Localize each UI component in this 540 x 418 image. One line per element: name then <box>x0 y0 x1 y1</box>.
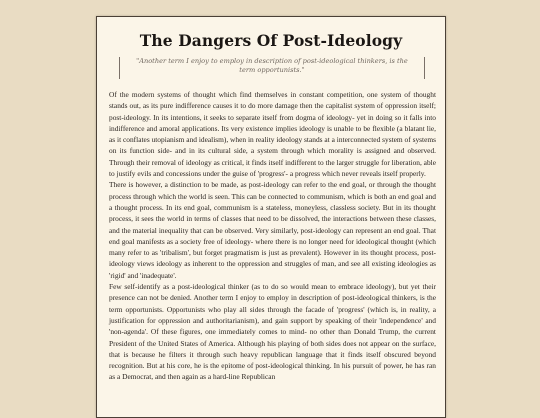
article-body <box>109 89 436 383</box>
article-title: The Dangers Of Post-Ideology <box>139 31 403 50</box>
paragraph: Few self-identify as a post-ideological thinker (as to do so would mean to embrace ideology), but yet their presence can not be denied. Another term I enjoy to employ in description of post-ideological thinkers, is the term opportunists. Opportunists who play all sides through the facade of 'progress' (which is, in reality, a justification for oppression and authoritarianism), and gain support by speaking of their 'independence' and 'non-agenda'. Of these figures, one immediately comes to mind- no other than Donald Trump, the current President of the United States of America. Although his playing of both sides does not appear on the surface, that is because he filters it through such heavy republican language that it finds itself obscured beyond recognition. But at his core, he is the epitome of post-ideological thinking. In his pursuit of power, he has ran as a Democrat, and then again as a hard-line Republican <box>109 282 436 382</box>
paragraph: There is however, a distinction to be made, as post-ideology can refer to the end goal, or through the thought process through which the world is seen. This can be connected to communism, which is both an end goal and a thought process. In its end goal, communism is a stateless, moneyless, classless society. But in its thought process, it sees the world in terms of classes that need to be dissolved, the interactions between these classes, and the material inequality that can be observed. Very similarly, post-ideology can represent an end goal. That end goal manifests as a society free of ideology- where there is no longer need for ideological thought (which many refer to as 'tribalism', but forget pragmatism is just as prevalent). However in its thought process, post-ideology views ideology as inherent to the oppression and struggles of man, and see all existing ideologies as 'rigid' and 'inadequate'. <box>109 180 436 280</box>
article-page <box>96 16 446 418</box>
pull-quote: "Another term I enjoy to employ in description of post-ideological thinkers, is the term opportunists." <box>119 57 425 79</box>
paragraph: Of the modern systems of thought which find themselves in constant competition, one system of thought stands out, as its pure indifference causes it to do more damage then the capitalist system of oppression itself; post-ideology. In its intentions, it seeks to separate itself from dogma of ideology- yet in doing so it falls into indifference and amoral applications. Its very existence implies ideology is unable to be flexible (a blatant lie, as it conflates utopianism and idealism), when in reality ideology stands at a interconnected system of systems on its function side- and in its cultural side, a system through which morality is assigned and observed. Through their removal of ideology as critical, it finds itself indifferent to the larger struggle for liberation, able to justify evils and concessions under the guise of 'progress'- a progress which never reveals itself properly. <box>109 90 436 179</box>
